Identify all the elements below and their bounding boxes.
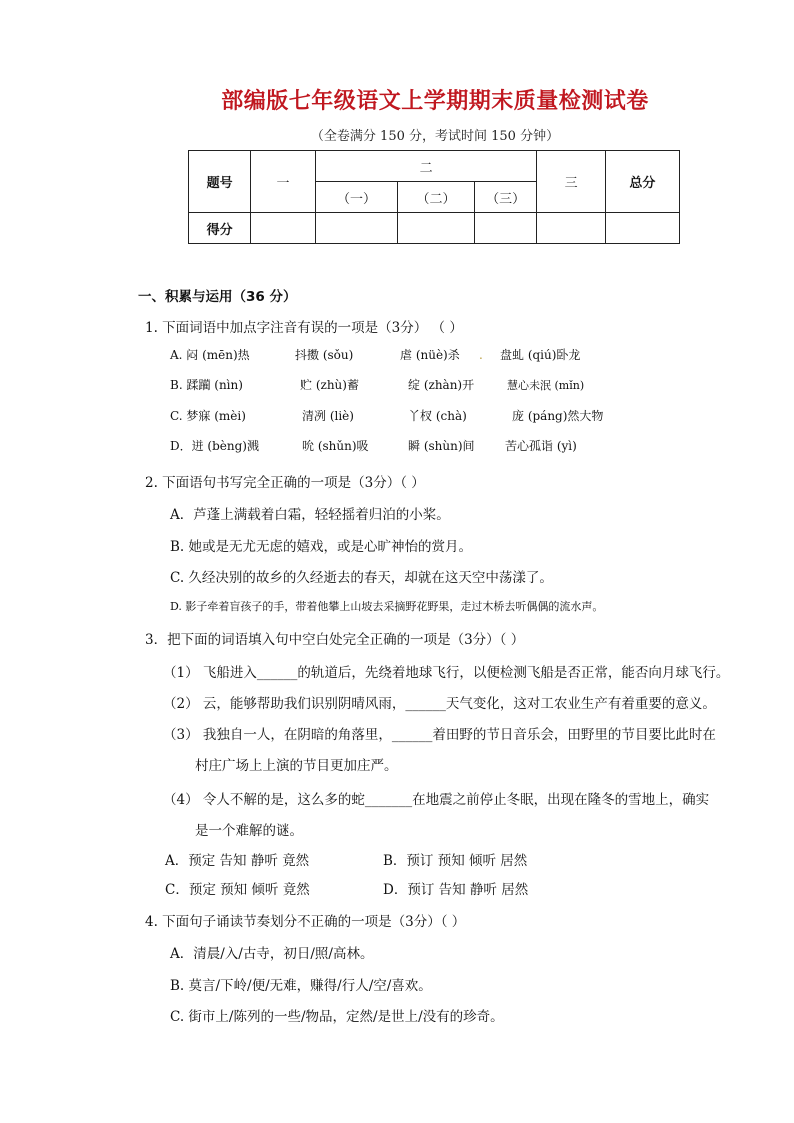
q1-stem: 1. 下面词语中加点字注音有误的一项是（3分） （ ） bbox=[145, 320, 463, 336]
score-cell-yi[interactable] bbox=[251, 213, 315, 244]
score-cell-er-2[interactable] bbox=[398, 213, 475, 244]
q1-option-a-4: 盘虬 (qiú)卧龙 bbox=[500, 348, 581, 362]
q2-option-d: D. 影子牵着盲孩子的手，带着他攀上山坡去采摘野花野果，走过木桥去听偶偶的流水声。 bbox=[170, 600, 604, 613]
q1-option-b-4: 慧心未泯 (mǐn) bbox=[507, 379, 585, 392]
q2-stem: 2. 下面语句书写完全正确的一项是（3分）（ ） bbox=[145, 475, 425, 491]
q4-option-b: B. 莫言/下岭/便/无难，赚得/行人/空/喜欢。 bbox=[170, 978, 432, 994]
q1-option-d-3: 瞬 (shùn)间 bbox=[408, 439, 475, 453]
q3-sentence-2: （2） 云，能够帮助我们识别阴晴风雨，______天气变化，这对工农业生产有着重要的意义。 bbox=[163, 696, 716, 712]
header-zongfen: 总分 bbox=[605, 151, 679, 213]
q1-option-d-1: D．迸 (bèng)溅 bbox=[170, 439, 259, 453]
q3-sentence-3-cont: 村庄广场上上演的节目更加庄严。 bbox=[195, 758, 398, 774]
q3-sentence-4-cont: 是一个难解的谜。 bbox=[195, 823, 303, 839]
row-defen-label: 得分 bbox=[189, 213, 251, 244]
q4-stem: 4. 下面句子诵读节奏划分不正确的一项是（3分）（ ） bbox=[145, 914, 466, 930]
header-er-sub-3: （三） bbox=[474, 182, 537, 213]
q3-option-c: C．预定 预知 倾听 竟然 bbox=[165, 882, 310, 898]
score-cell-er-1[interactable] bbox=[315, 213, 397, 244]
q3-sentence-1: （1） 飞船进入______的轨道后，先绕着地球飞行，以便检测飞船是否正常，能否向月球飞行。 bbox=[163, 665, 730, 681]
exam-info: （全卷满分 150 分，考试时间 150 分钟） bbox=[310, 129, 560, 144]
header-yi: 一 bbox=[251, 151, 315, 213]
q1-option-c-4: 庞 (páng)然大物 bbox=[512, 409, 604, 423]
q2-option-b: B. 她或是无尤无虑的嬉戏，或是心旷神怡的赏月。 bbox=[170, 539, 473, 555]
q1-option-b-3: 绽 (zhàn)开 bbox=[408, 378, 475, 392]
q1-option-a-1: A. 闷 (mēn)热 bbox=[170, 348, 250, 362]
q4-option-c: C. 街市上/陈列的一些/物品，定然/是世上/没有的珍奇。 bbox=[170, 1009, 504, 1025]
q1-option-a-2: 抖擞 (sǒu) bbox=[295, 348, 354, 362]
q3-option-d: D．预订 告知 静听 居然 bbox=[383, 882, 529, 898]
decorative-dot: . bbox=[479, 348, 483, 362]
header-er-sub-1: （一） bbox=[315, 182, 397, 213]
q3-option-b: B．预订 预知 倾听 居然 bbox=[383, 853, 528, 869]
q1-option-c-1: C. 梦寐 (mèi) bbox=[170, 409, 246, 423]
score-table bbox=[188, 150, 680, 244]
q1-option-c-3: 丫杈 (chà) bbox=[408, 409, 467, 423]
q3-sentence-4: （4） 令人不解的是，这么多的蛇_______在地震之前停止冬眠，出现在隆冬的雪地上，确实 bbox=[163, 792, 710, 808]
score-cell-er-3[interactable] bbox=[474, 213, 537, 244]
q4-option-a: A．清晨/入/古寺，初日/照/高林。 bbox=[170, 946, 374, 962]
q1-option-c-2: 清冽 (liè) bbox=[302, 409, 354, 423]
header-er: 二 bbox=[315, 151, 537, 182]
q1-option-a-3: 虐 (nüè)杀 bbox=[400, 348, 460, 362]
score-cell-total[interactable] bbox=[605, 213, 679, 244]
header-tihao: 题号 bbox=[189, 151, 251, 213]
page-title: 部编版七年级语文上学期期末质量检测试卷 bbox=[221, 89, 649, 114]
q1-option-b-1: B. 蹂躏 (nìn) bbox=[170, 378, 243, 392]
header-er-sub-2: （二） bbox=[398, 182, 475, 213]
header-san: 三 bbox=[537, 151, 605, 213]
section-heading: 一、积累与运用（36 分） bbox=[138, 289, 297, 305]
score-cell-san[interactable] bbox=[537, 213, 605, 244]
q1-option-d-2: 吮 (shǔn)吸 bbox=[302, 439, 369, 453]
q2-option-c: C. 久经决别的故乡的久经逝去的春天，却就在这天空中荡漾了。 bbox=[170, 570, 553, 586]
q1-option-b-2: 贮 (zhù)蓄 bbox=[300, 378, 359, 392]
q3-stem: 3．把下面的词语填入句中空白处完全正确的一项是（3分）（ ） bbox=[145, 632, 525, 648]
q2-option-a: A．芦蓬上满载着白霜，轻轻摇着归泊的小桨。 bbox=[170, 507, 450, 523]
q3-sentence-3: （3） 我独自一人，在阴暗的角落里，______着田野的节日音乐会，田野里的节目要比此时在 bbox=[163, 727, 716, 743]
q3-option-a: A．预定 告知 静听 竟然 bbox=[165, 853, 310, 869]
q1-option-d-4: 苦心孤诣 (yì) bbox=[505, 439, 577, 453]
